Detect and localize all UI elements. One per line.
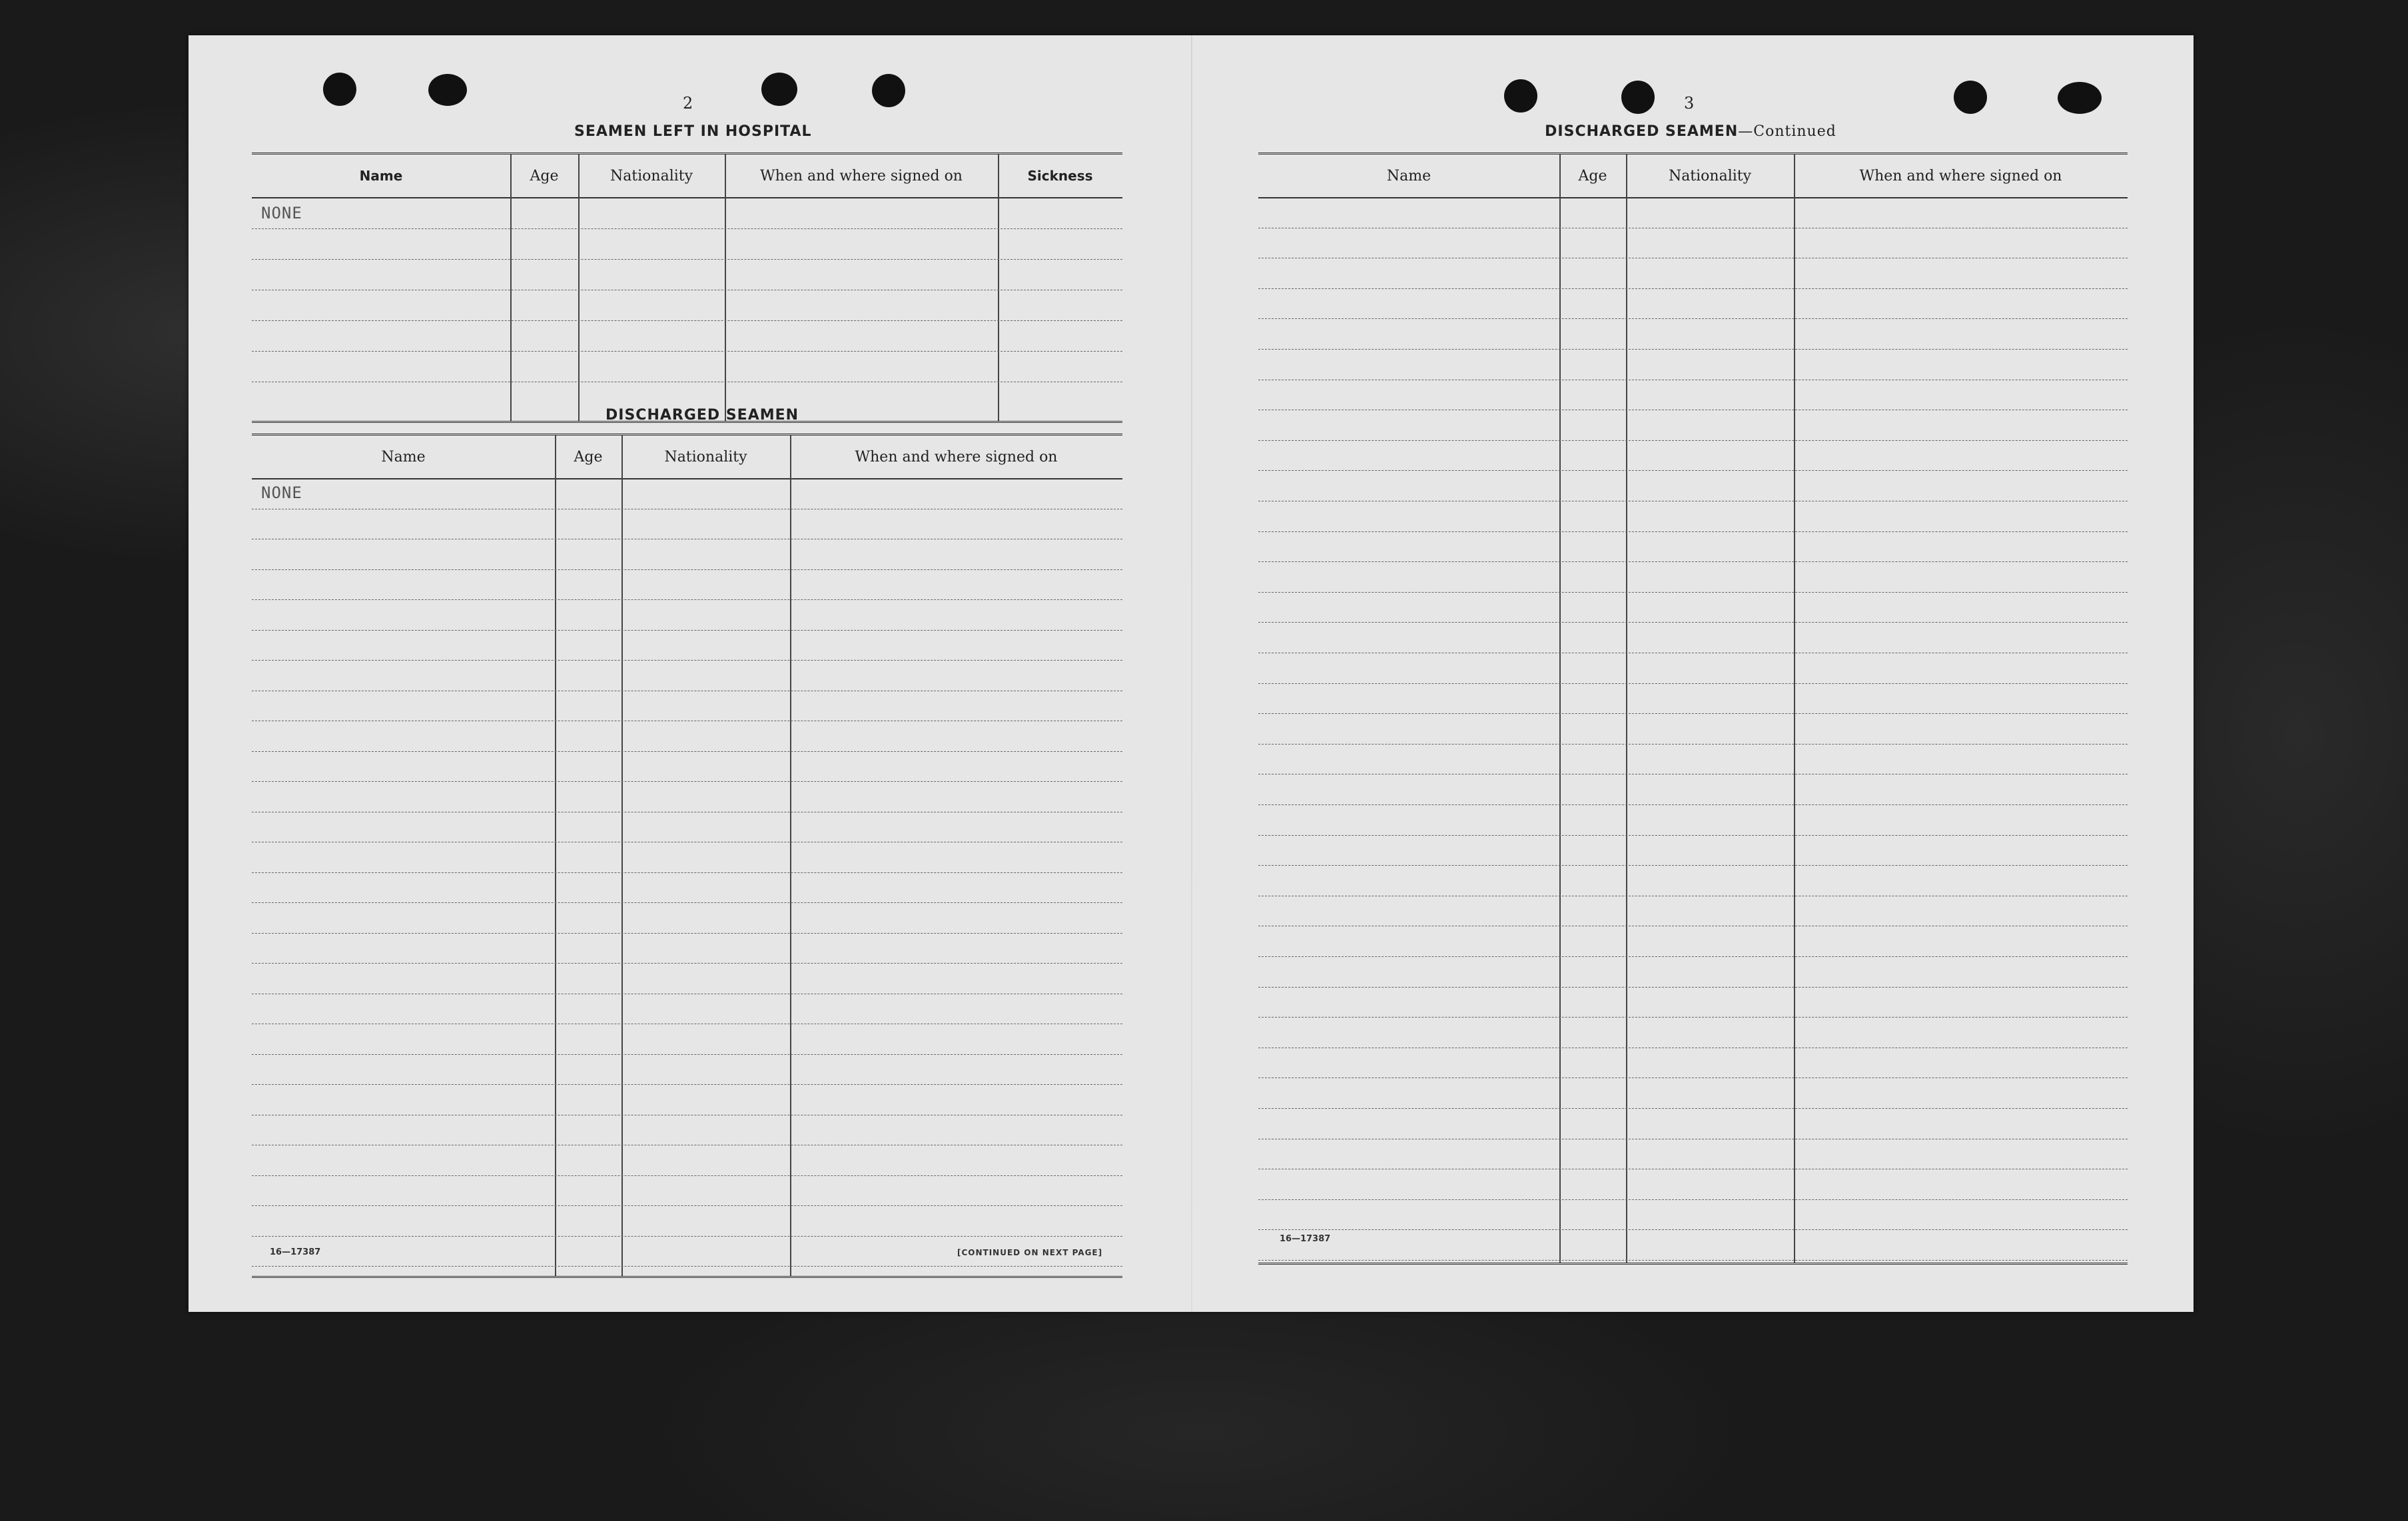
table-row: [1258, 561, 2128, 593]
column-header-age: Age: [574, 448, 603, 465]
table-row: [252, 902, 1122, 934]
table-row: [252, 691, 1122, 722]
table-row: [252, 599, 1122, 631]
section-title-main: DISCHARGED SEAMEN: [1545, 123, 1739, 140]
punch-hole: [1621, 81, 1655, 114]
table-row: [1258, 592, 2128, 623]
table-row: [252, 721, 1122, 752]
form-number-left: 16—17387: [270, 1247, 321, 1257]
column-header-nationality: Nationality: [609, 167, 693, 184]
continued-section-title: [1541, 123, 1840, 140]
table-row: [1258, 531, 2128, 563]
table-row: [252, 478, 1122, 509]
table-row: [252, 320, 1122, 352]
punch-hole: [761, 73, 797, 106]
continued-table-header: [1258, 154, 2128, 198]
table-row: [1258, 1229, 2128, 1261]
table-row: [1258, 804, 2128, 836]
table-row: [1258, 774, 2128, 805]
table-row: [1258, 288, 2128, 320]
table-row: [1258, 501, 2128, 532]
table-row: [1258, 318, 2128, 350]
table-row: [1258, 197, 2128, 228]
table-row: [1258, 380, 2128, 411]
table-row: [252, 963, 1122, 994]
column-header-nationality: Nationality: [1668, 167, 1752, 184]
column-header-sickness: Sickness: [1027, 168, 1093, 184]
table-row: [252, 630, 1122, 661]
table-row: [1258, 1077, 2128, 1109]
center-fold: [1191, 35, 1192, 1312]
punch-hole: [428, 74, 467, 106]
punch-hole: [323, 73, 356, 106]
punch-hole: [1954, 81, 1987, 114]
hospital-table-header: [252, 154, 1122, 198]
hospital-section-title: SEAMEN LEFT IN HOSPITAL: [574, 123, 812, 140]
table-row: [252, 1054, 1122, 1085]
table-row: [252, 872, 1122, 904]
punch-hole: [872, 74, 905, 107]
form-number-right: 16—17387: [1280, 1234, 1331, 1244]
table-row: [252, 351, 1122, 382]
continued-note: [CONTINUED ON NEXT PAGE]: [957, 1248, 1103, 1257]
column-header-nationality: Nationality: [664, 448, 747, 465]
table-row: [252, 781, 1122, 812]
table-row: [1258, 835, 2128, 866]
punch-hole: [1504, 79, 1537, 113]
column-header-signed-on: When and where signed on: [760, 167, 963, 184]
punch-hole: [2058, 82, 2102, 114]
table-row: [1258, 1199, 2128, 1231]
name-entry: NONE: [261, 483, 302, 502]
table-row: [252, 842, 1122, 873]
table-row: [1258, 228, 2128, 259]
table-row: [1258, 896, 2128, 927]
table-row: [1258, 1017, 2128, 1048]
hospital-table: [252, 152, 1122, 423]
column-header-name: Name: [1386, 167, 1431, 184]
column-header-signed-on: When and where signed on: [855, 448, 1058, 465]
table-row: [1258, 349, 2128, 380]
name-entry: NONE: [261, 204, 302, 222]
table-row: [252, 1024, 1122, 1055]
table-row: [1258, 926, 2128, 957]
discharged-table: [252, 434, 1122, 1278]
table-row: [252, 994, 1122, 1025]
document-spread: [189, 35, 2194, 1312]
table-row: [252, 569, 1122, 601]
table-row: [1258, 622, 2128, 653]
table-row: [252, 660, 1122, 691]
table-row: [252, 1175, 1122, 1207]
table-row: [1258, 1048, 2128, 1079]
table-row: [252, 751, 1122, 782]
table-row: [1258, 410, 2128, 441]
table-row: [252, 509, 1122, 540]
table-row: [252, 1115, 1122, 1146]
table-row: [1258, 1108, 2128, 1139]
section-title-suffix: —Continued: [1738, 123, 1836, 140]
table-row: [252, 290, 1122, 321]
table-row: [1258, 744, 2128, 775]
table-row: [1258, 1169, 2128, 1200]
table-row: [1258, 683, 2128, 715]
table-row: [1258, 470, 2128, 501]
table-row: [1258, 987, 2128, 1018]
table-row: [1258, 713, 2128, 745]
table-row: [252, 812, 1122, 843]
table-row: [1258, 258, 2128, 289]
table-row: [1258, 653, 2128, 684]
table-row: [1258, 1139, 2128, 1170]
page-number-right: 3: [1684, 94, 1695, 113]
table-row: [1258, 440, 2128, 471]
page-number-left: 2: [683, 94, 694, 113]
column-header-age: Age: [530, 167, 559, 184]
table-row: [252, 1145, 1122, 1176]
table-row: [252, 1084, 1122, 1115]
column-header-name: Name: [359, 168, 403, 184]
table-row: [252, 933, 1122, 964]
table-row: [1258, 865, 2128, 896]
table-row: [1258, 956, 2128, 988]
discharged-section-title: DISCHARGED SEAMEN: [605, 407, 799, 424]
table-row: [252, 228, 1122, 260]
table-row: [252, 1205, 1122, 1237]
column-header-name: Name: [381, 448, 426, 465]
continued-table: [1258, 152, 2128, 1265]
column-header-age: Age: [1578, 167, 1607, 184]
discharged-table-header: [252, 436, 1122, 479]
column-header-signed-on: When and where signed on: [1859, 167, 2062, 184]
table-row: [252, 259, 1122, 290]
table-row: [252, 539, 1122, 570]
table-row: [252, 197, 1122, 229]
